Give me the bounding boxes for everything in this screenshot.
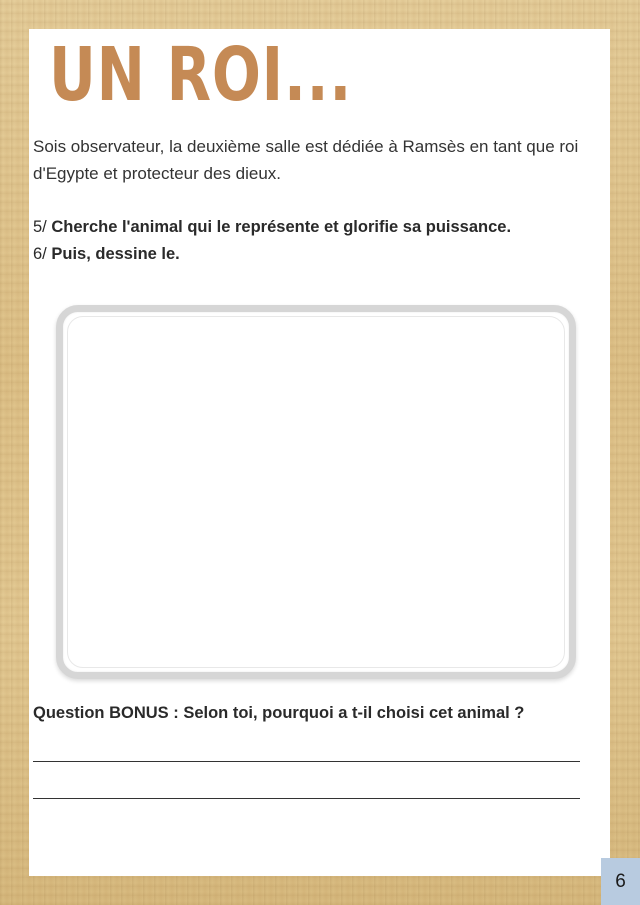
drawing-area[interactable]: [56, 305, 576, 679]
bonus-question: Question BONUS : Selon toi, pourquoi a t-il choisi cet animal ?: [33, 704, 525, 722]
question-5-text: Cherche l'animal qui le représente et glorifie sa puissance.: [51, 218, 512, 236]
answer-line-2[interactable]: [33, 798, 580, 799]
intro-text: Sois observateur, la deuxième salle est dédiée à Ramsès en tant que roi d'Egypte et protecteur des dieux.: [33, 137, 579, 183]
question-6-number: 6/: [33, 245, 47, 263]
worksheet-page: [29, 29, 610, 876]
question-6-text: Puis, dessine le.: [51, 245, 180, 263]
page-number: 6: [601, 858, 640, 905]
answer-line-1[interactable]: [33, 761, 580, 762]
question-5-number: 5/: [33, 218, 47, 236]
page-title: UN ROI...: [49, 32, 353, 118]
question-6: [33, 242, 180, 266]
question-5: [33, 215, 511, 239]
